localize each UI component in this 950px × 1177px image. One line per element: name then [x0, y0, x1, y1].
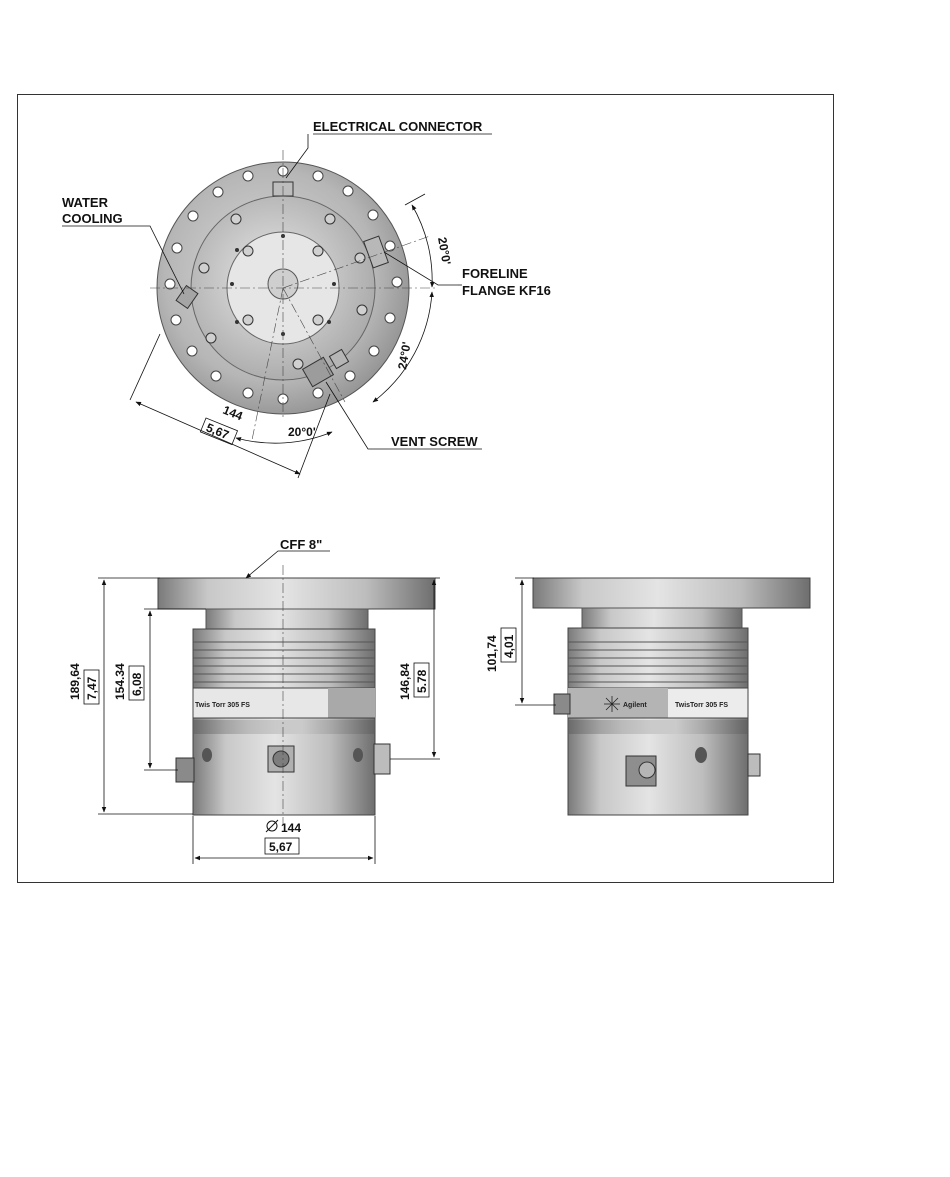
water-cooling-label-2: COOLING	[62, 211, 123, 226]
cff-flange-label: CFF 8"	[280, 537, 323, 552]
top-diameter-in-box	[200, 418, 237, 445]
front-body-height-mm: 154.34	[113, 663, 127, 700]
front-right-height-in: 5.78	[415, 669, 429, 693]
angle-upper-label: 20°0'	[435, 236, 454, 266]
side-water-fitting	[554, 694, 570, 714]
front-body-height-in: 6,08	[130, 672, 144, 696]
front-right-height-in-box	[414, 663, 429, 697]
water-cooling-label: WATER	[62, 195, 108, 210]
front-band-text: Twis Torr 305 FS	[195, 702, 250, 709]
diameter-symbol	[266, 820, 278, 832]
front-total-height-mm: 189,64	[68, 663, 82, 700]
front-top-flange	[158, 578, 435, 609]
side-label-dark	[568, 688, 668, 718]
side-electrical-connector	[748, 754, 760, 776]
front-base-ring	[193, 720, 375, 734]
side-band-text: TwisTorr 305 FS	[675, 702, 729, 709]
front-view	[68, 537, 440, 864]
top-view	[62, 119, 551, 478]
side-height-in: 4,01	[502, 634, 516, 658]
side-base-ring	[568, 720, 748, 734]
front-foreline-flange	[374, 744, 390, 774]
front-screw-right	[353, 748, 363, 762]
agilent-logo-icon	[604, 696, 620, 712]
side-view	[485, 578, 810, 815]
front-total-height-in-box	[84, 670, 99, 704]
foreline-label: FORELINE	[462, 266, 528, 281]
front-diameter-in: 5,67	[269, 840, 293, 854]
foreline-label-2: FLANGE KF16	[462, 283, 551, 298]
top-diameter-in: 5,67	[204, 420, 231, 443]
angle-bottom-label: 20°0'	[288, 425, 316, 439]
front-neck	[206, 609, 368, 629]
side-height-in-box	[501, 628, 516, 662]
front-diameter-mm: 144	[281, 821, 302, 835]
vent-screw-label: VENT SCREW	[391, 434, 478, 449]
side-neck	[582, 608, 742, 628]
front-right-height-mm: 146,84	[398, 663, 412, 700]
front-water-fitting	[176, 758, 194, 782]
side-height-mm: 101,74	[485, 635, 499, 672]
front-total-height-in: 7,47	[85, 676, 99, 700]
side-screw	[695, 747, 707, 763]
electrical-connector-label: ELECTRICAL CONNECTOR	[313, 119, 483, 134]
front-connector-face	[273, 751, 289, 767]
front-screw-left	[202, 748, 212, 762]
front-label-dark	[328, 688, 375, 718]
front-body-height-in-box	[129, 666, 144, 700]
side-band-brand: Agilent	[623, 702, 647, 709]
top-diameter-mm: 144	[220, 402, 245, 424]
angle-right-label: 24°0'	[395, 340, 414, 371]
side-vent-screw-head	[639, 762, 655, 778]
side-top-flange	[533, 578, 810, 608]
